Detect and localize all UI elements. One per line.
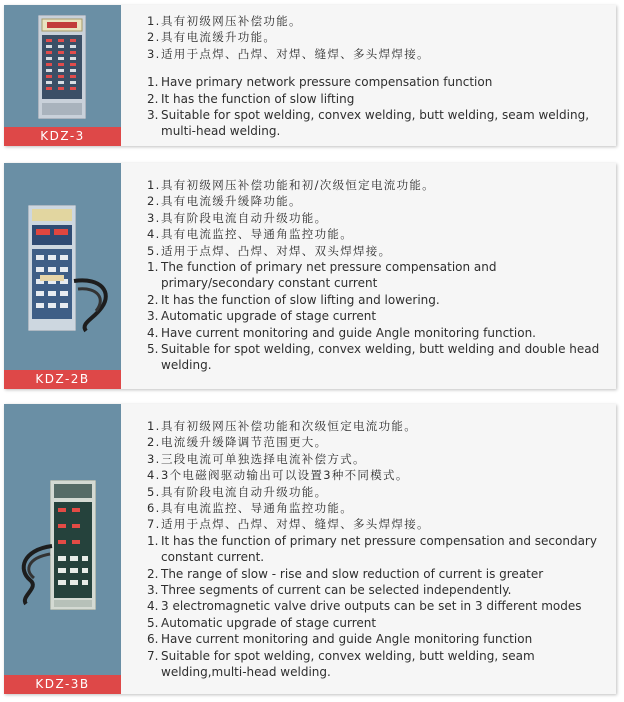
cable-image [72,273,116,333]
controller-device-image [28,205,76,331]
feature-zh-item: 7. 适用于点焊、凸焊、对焊、缝焊、多头焊焊接。 [147,517,430,532]
product-card-kdz-2b [4,163,616,389]
product-photo-panel [4,163,121,389]
feature-en-item: 5. Suitable for spot welding, convex welding, butt welding and double head welding. [147,342,600,373]
feature-zh-item: 3. 三段电流可单独选择电流补偿方式。 [147,451,366,466]
feature-en-item: 2. It has the function of slow lifting [147,91,355,106]
feature-en-item: 1. The function of primary net pressure compensation and primary/secondary constant current [147,260,497,291]
feature-en-item: 4. 3 electromagnetic valve drive outputs can be set in 3 different modes [147,599,582,614]
feature-zh-item: 2. 电流缓升缓降调节范围更大。 [147,435,328,450]
features-english-list [147,74,610,140]
feature-zh-item: 1. 具有初级网压补偿功能。 [147,14,302,28]
feature-zh-item: 3. 适用于点焊、凸焊、对焊、缝焊、多头焊焊接。 [147,46,430,61]
features-chinese-list [147,177,610,259]
features-chinese-list [147,13,610,62]
features-english-list [147,259,610,374]
feature-zh-item: 2. 具有电流缓升功能。 [147,30,277,45]
feature-zh-item: 6. 具有电流监控、导通角监控功能。 [147,501,353,516]
feature-zh-item: 3. 具有阶段电流自动升级功能。 [147,210,328,225]
features-chinese-list [147,418,610,533]
controller-device-image [50,480,96,610]
feature-zh-item: 1. 具有初级网压补偿功能和初/次级恒定电流功能。 [147,178,435,192]
product-photo-panel [4,404,121,694]
feature-zh-item: 5. 具有阶段电流自动升级功能。 [147,484,328,499]
model-label: KDZ-3B [4,675,121,694]
feature-en-item: 4. Have current monitoring and guide Angle monitoring function. [147,325,536,340]
model-label: KDZ-3 [4,127,121,146]
feature-en-item: 2. It has the function of slow lifting and lowering. [147,292,440,307]
model-label: KDZ-2B [4,370,121,389]
feature-en-item: 7. Suitable for spot welding, convex welding, butt welding, seam welding,multi-head welding. [147,648,535,680]
feature-en-item: 3. Suitable for spot welding, convex welding, butt welding, seam welding, multi-head welding. [147,108,590,139]
cable-image [16,540,56,606]
feature-en-item: 3. Three segments of current can be selected independently. [147,583,512,598]
feature-text-column [147,177,610,374]
feature-en-item: 3. Automatic upgrade of stage current [147,309,377,324]
product-photo-panel [4,5,121,146]
feature-zh-item: 2. 具有电流缓升缓降功能。 [147,194,302,209]
features-english-list [147,533,610,681]
product-card-kdz-3 [4,5,616,146]
feature-zh-item: 1. 具有初级网压补偿功能和次级恒定电流功能。 [147,419,417,433]
feature-text-column [147,418,610,681]
controller-device-image [38,15,86,119]
feature-en-item: 1. Have primary network pressure compensation function [147,75,493,90]
feature-en-item: 5. Automatic upgrade of stage current [147,615,377,630]
feature-zh-item: 5. 适用于点焊、凸焊、对焊、双头焊焊接。 [147,243,392,258]
feature-text-column [147,13,610,140]
feature-zh-item: 4. 具有电流监控、导通角监控功能。 [147,227,353,242]
product-card-kdz-3b [4,404,616,694]
feature-en-item: 6. Have current monitoring and guide Angle monitoring function [147,632,533,647]
feature-zh-item: 4. 3个电磁阀驱动输出可以设置3种不同模式。 [147,468,409,483]
feature-en-item: 2. The range of slow - rise and slow reduction of current is greater [147,566,544,581]
feature-en-item: 1. It has the function of primary net pressure compensation and secondary constant current. [147,533,597,565]
